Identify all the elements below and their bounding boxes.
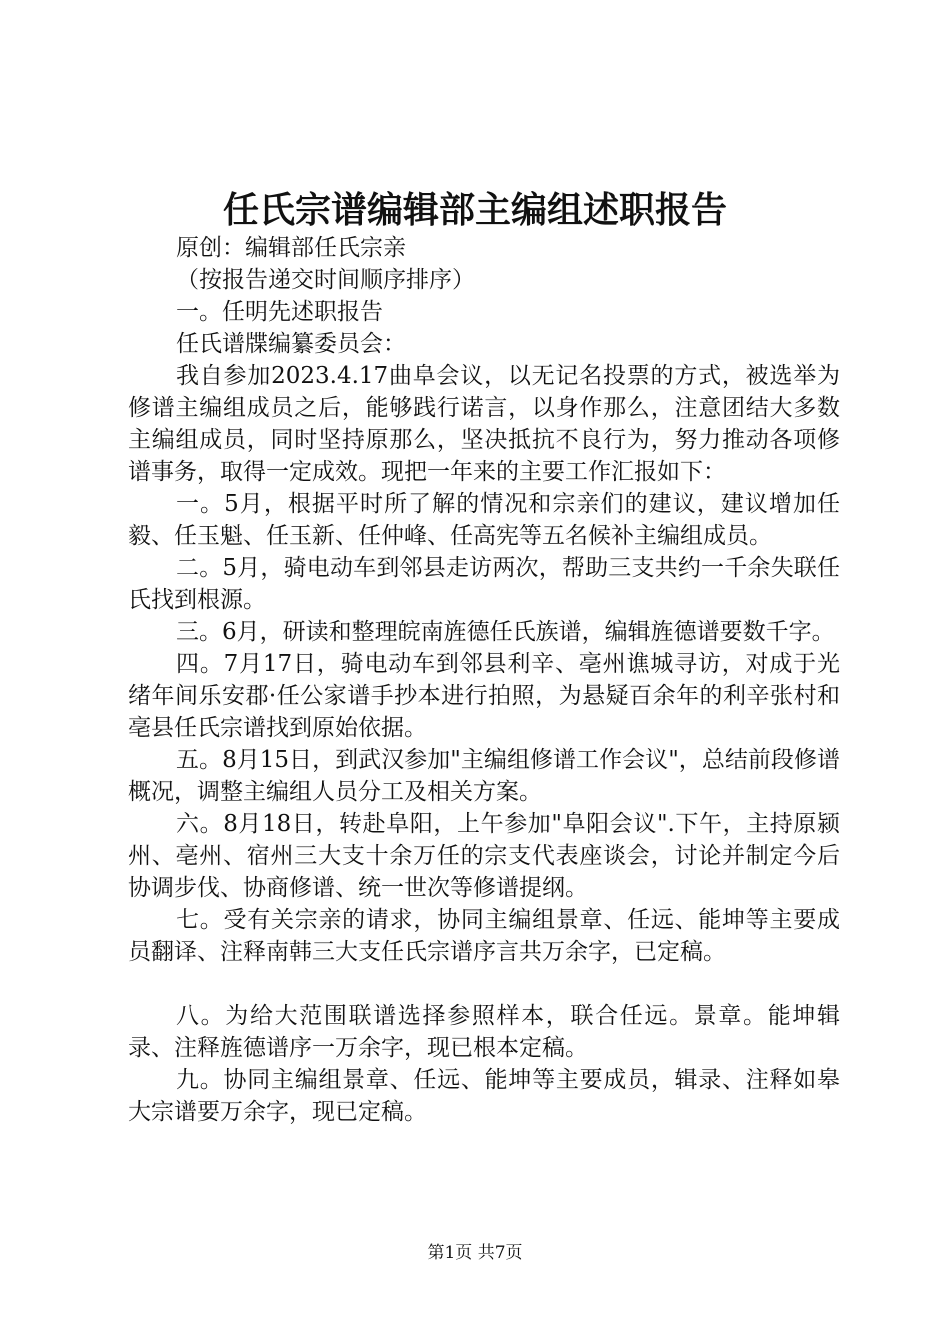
- order-note: （按报告递交时间顺序排序）: [176, 267, 475, 293]
- paragraph-item-2: 二。5月，骑电动车到邻县走访两次，帮助三支共约一千余失联任氏找到根源。: [128, 555, 840, 613]
- paragraph-intro: 我自参加2023.4.17曲阜会议，以无记名投票的方式，被选举为修谱主编组成员之后，能够践行诺言，以身作那么，注意团结大多数主编组成员，同时坚持原那么，坚决抵抗不良行为，努力推动各项修谱事务，取得一定成效。现把一年来的主要工作汇报如下：: [128, 363, 840, 485]
- page-title: 任氏宗谱编辑部主编组述职报告: [222, 189, 727, 231]
- document-body: [128, 232, 840, 1128]
- paragraph-item-1: 一。5月，根据平时所了解的情况和宗亲们的建议，建议增加任毅、任玉魁、任玉新、任仲峰、任高宪等五名候补主编组成员。: [128, 491, 840, 549]
- section-heading: 一。任明先述职报告: [176, 299, 383, 325]
- paragraph-item-9: 九。协同主编组景章、任远、能坤等主要成员，辑录、注释如皋大宗谱要万余字，现已定稿。: [128, 1067, 840, 1125]
- paragraph-item-4: 四。7月17日，骑电动车到邻县利辛、亳州谯城寻访，对成于光绪年间乐安郡·任公家谱手抄本进行拍照，为悬疑百余年的利辛张村和亳县任氏宗谱找到原始依据。: [128, 651, 840, 741]
- paragraph-item-7: 七。受有关宗亲的请求，协同主编组景章、任远、能坤等主要成员翻译、注释南韩三大支任氏宗谱序言共万余字，已定稿。: [128, 907, 840, 965]
- salutation: 任氏谱牒编纂委员会：: [176, 331, 406, 357]
- paragraph-item-8: 八。为给大范围联谱选择参照样本，联合任远。景章。能坤辑录、注释旌德谱序一万余字，现已根本定稿。: [128, 1003, 840, 1061]
- paragraph-item-3: 三。6月，研读和整理皖南旌德任氏族谱，编辑旌德谱要数千字。: [176, 619, 835, 645]
- paragraph-item-5: 五。8月15日，到武汉参加"主编组修谱工作会议"，总结前段修谱概况，调整主编组人员分工及相关方案。: [128, 747, 840, 805]
- paragraph-item-6: 六。8月18日，转赴阜阳，上午参加"阜阳会议".下午，主持原颍州、亳州、宿州三大支十余万任的宗支代表座谈会，讨论并制定今后协调步伐、协商修谱、统一世次等修谱提纲。: [128, 811, 840, 901]
- page-footer: 第1页 共7页: [427, 1243, 523, 1263]
- author-line: 原创：编辑部任氏宗亲: [176, 235, 406, 261]
